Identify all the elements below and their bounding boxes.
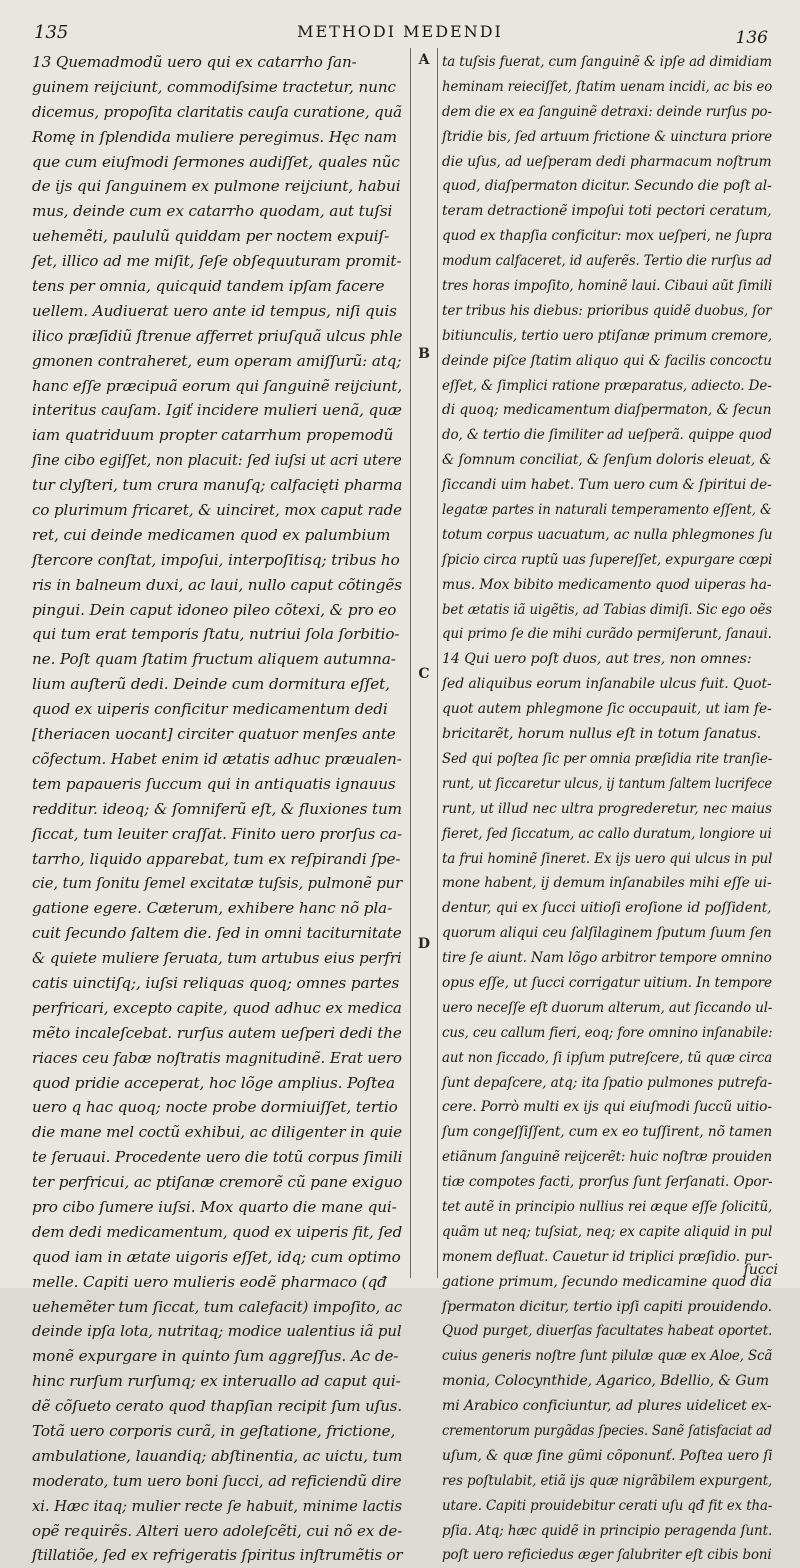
- text-line: interitus cauſam. Igiť incidere mulieri uenã, quæ: [32, 401, 402, 420]
- text-line: pingui. Dein caput idoneo pileo cõtexi, & pro eo: [32, 600, 397, 619]
- text-line: quod pridie acceperat, hoc lõge amplius. Poſtea: [32, 1073, 396, 1092]
- text-line: & ſomnum conciliat, & ſenſum doloris eleuat, &: [442, 452, 772, 469]
- text-line: totum corpus uacuatum, ac nulla phlegmones ſu: [442, 526, 773, 543]
- text-line: te ſeruaui. Procedente uero die totũ corpus ſimili: [32, 1148, 403, 1167]
- text-line: gmonen contraheret, eum operam amiſſurũ: atq;: [32, 351, 402, 370]
- text-line: uehemẽti, paululũ quiddam per noctem expuiſ-: [32, 227, 390, 246]
- text-line: ret, cui deinde medicamen quod ex palumbium: [32, 525, 391, 544]
- text-line: pro cibo ſumere iuſsi. Mox quarto die mane qui-: [32, 1197, 397, 1216]
- text-line: uero neceſſe eſt duorum alterum, aut ſiccando ul-: [442, 999, 773, 1016]
- text-line: ilico præſidiũ ſtrenue afferret priuſquã ulcus phle: [32, 326, 403, 345]
- margin-mark-d: D: [417, 936, 431, 952]
- text-line: legatæ partes in naturali temperamento eſſent, &: [442, 502, 772, 519]
- text-line: monẽ expurgare in quinto ſum aggreſſus. Ac de-: [32, 1347, 399, 1366]
- text-line: quod ex uiperis conficitur medicamentum dedi: [32, 700, 388, 719]
- text-line: tens per omnia, quicquid tandem ipſam facere: [32, 277, 385, 296]
- text-line: tres horas impoſito, hominẽ laui. Cibaui aũt ſimili: [442, 278, 773, 295]
- text-line: mi Arabico conficiuntur, ad plures uidelicet ex-: [442, 1398, 772, 1415]
- right-column-text: [442, 50, 772, 1568]
- text-line: Quod purget, diuerſas facultates habeat oportet.: [442, 1323, 773, 1340]
- text-line: die mane mel coctũ exhibui, ac diligenter in quie: [32, 1123, 403, 1142]
- text-line: ſpicio circa ruptũ uas ſupereſſet, expurgare cœpi: [442, 551, 773, 568]
- text-line: guinem reijciunt, commodiſsime tractetur, nunc: [32, 77, 396, 96]
- text-line: uellem. Audiuerat uero ante id tempus, niſi quis: [32, 301, 397, 320]
- text-line: uehemẽter tum ſiccat, tum calefacit) impoſito, ac: [32, 1297, 403, 1316]
- text-line: ſine cibo egiſſet, non placuit: ſed iuſsi ut acri utere: [32, 451, 402, 470]
- text-line: eſſet, & ſimplici ratione præparatus, adiecto. De-: [442, 377, 772, 394]
- text-line: quãm ut neq; tuſsiat, neq; ex capite aliquid in pul: [442, 1223, 773, 1240]
- text-line: riaces ceu fabæ noſtratis magnitudinẽ. Erat uero: [32, 1048, 402, 1067]
- page-header: [0, 14, 800, 48]
- text-line: cuius generis noſtre ſunt pilulæ quæ ex Aloe, Scã: [442, 1348, 773, 1365]
- text-line: runt, ut ſiccaretur ulcus, ij tantum ſaltem lucrifece: [442, 775, 773, 792]
- text-line: & quiete muliere ſeruata, tum artubus eius perfri: [32, 949, 402, 968]
- text-line: ter tribus his diebus: prioribus quidẽ duobus, ſor: [442, 302, 772, 319]
- text-line: tiæ compotes facti, prorſus ſunt ſerſanati. Opor-: [442, 1174, 773, 1191]
- text-line: moderato, tum uero boni ſucci, ad reficiendũ dire: [32, 1471, 402, 1490]
- center-gutter: [410, 48, 438, 1278]
- text-line: ne. Poſt quam ſtatim fructum aliquem autumna-: [32, 650, 396, 669]
- text-line: Romę in ſplendida muliere peregimus. Hęc nam: [32, 127, 397, 146]
- text-line: ſtillatiõe, ſed ex refrigeratis ſpiritus inſtrumẽtis or: [32, 1546, 403, 1565]
- text-line: di quoq; medicamentum diaſpermaton, & ſecun: [442, 402, 772, 419]
- text-line: dem dedi medicamentum, quod ex uiperis fit, ſed: [32, 1222, 403, 1241]
- text-line: uſum, & quæ ſine gũmi cõponunť. Poſtea uero ſi: [442, 1447, 773, 1464]
- text-line: mus, deinde cum ex catarrho quodam, aut tuſsi: [32, 202, 393, 221]
- page-number-left: 135: [34, 22, 69, 43]
- text-line: tarrho, liquido apparebat, tum ex reſpirandi ſpe-: [32, 849, 401, 868]
- text-line: cie, tum ſonitu ſemel excitatæ tuſsis, pulmonẽ pur: [32, 874, 403, 893]
- text-line: cuit ſecundo ſaltem die. ſed in omni taciturnitate: [32, 924, 402, 943]
- text-line: fieret, ſed ſiccatum, ac callo duratum, longiore ui: [442, 825, 772, 842]
- text-line: hinc rurſum rurſumq; ex interuallo ad caput qui-: [32, 1372, 401, 1391]
- text-line: monia, Colocynthide, Agarico, Bdellio, & Gum: [442, 1373, 769, 1390]
- text-line: pſia. Atq; hæc quidẽ in principio peragenda ſunt.: [442, 1522, 773, 1539]
- text-line: perfricari, excepto capite, quod adhuc ex medica: [32, 998, 402, 1017]
- text-line: monem defluat. Cauetur id triplici præſidio. pur-: [442, 1248, 773, 1265]
- text-line: xi. Hæc itaq; mulier recte ſe habuit, minime lactis: [32, 1496, 402, 1515]
- margin-mark-c: C: [418, 666, 430, 682]
- text-line: deinde piſce ſtatim aliquo qui & facilis concoctu: [442, 352, 772, 369]
- running-title: METHODI MEDENDI: [297, 22, 503, 41]
- text-line: de ijs qui ſanguinem ex pulmone reijciunt, habui: [32, 177, 401, 196]
- text-line: opus eſſe, ut ſucci corrigatur uitium. In tempore: [442, 974, 773, 991]
- text-line: qui primo ſe die mihi curãdo permiſerunt, ſanaui.: [442, 626, 772, 643]
- text-line: quod iam in ætate uigoris eſſet, idq; cum optimo: [32, 1247, 401, 1266]
- text-line: ſet, illico ad me miſit, ſeſe obſequuturam promit-: [32, 252, 402, 271]
- text-line: ſtridie bis, ſed artuum frictione & uinctura priore: [442, 128, 773, 145]
- text-line: Sed qui poſtea ſic per omnia præſidia rite tranſie-: [442, 750, 773, 767]
- text-line: ſpermaton dicitur, tertio ipſi capiti prouidendo.: [442, 1298, 773, 1315]
- text-line: die uſus, ad ueſperam dedi pharmacum noſtrum: [442, 153, 772, 170]
- text-line: utare. Capiti prouidebitur cerati uſu qđ fit ex tha-: [442, 1497, 773, 1514]
- text-line: quorum aliqui ceu ſalſilaginem ſputum ſuum ſen: [442, 925, 772, 942]
- text-line: modum calfaceret, id auferẽs. Tertio die rurſus ad: [442, 253, 772, 270]
- text-line: co plurimum fricaret, & uinciret, mox caput rade: [32, 501, 402, 520]
- text-line: res poſtulabit, etiã ijs quæ nigrãbilem expurgent,: [442, 1472, 773, 1489]
- text-line: tem papaueris ſuccum qui in antiquatis ignauus: [32, 774, 396, 793]
- text-line: dem die ex ea ſanguinẽ detraxi: deinde rurſus po-: [442, 103, 772, 120]
- text-line: tur clyſteri, tum crura manuſq; calfacięti pharma: [32, 476, 403, 495]
- text-line: crementorum purgãdas ſpecies. Sanẽ ſatisfaciat ad: [442, 1422, 772, 1439]
- text-line: ſunt depaſcere, atq; ita ſpatio pulmones putrefa-: [442, 1074, 773, 1091]
- text-line: do, & tertio die ſimiliter ad ueſperã. quippe quod: [442, 427, 772, 444]
- text-line: iam quatriduum propter catarrhum propemodũ: [32, 426, 394, 445]
- left-column-text: [32, 50, 402, 1568]
- text-line: ris in balneum duxi, ac laui, nullo caput cõtingẽs: [32, 575, 402, 594]
- text-line: Totã uero corporis curã, in geſtatione, frictione,: [32, 1421, 396, 1440]
- text-line: ta frui hominẽ ſineret. Ex ijs uero qui ulcus in pul: [442, 850, 773, 867]
- text-line: opẽ requirẽs. Alteri uero adoleſcẽti, cui nõ ex de-: [32, 1521, 403, 1540]
- text-line: uero q hac quoq; nocte probe dormiuiſſet, tertio: [32, 1098, 398, 1117]
- text-line: teram detractionẽ impoſui toti pectori ceratum,: [442, 203, 772, 220]
- text-line: ſiccandi uim habet. Tum uero cum & ſpiritui de-: [442, 477, 772, 494]
- text-line: gatione primum, ſecundo medicamine quod dia: [442, 1273, 772, 1290]
- text-line: bricitarẽt, horum nullus eſt in totum ſanatus.: [442, 726, 762, 743]
- text-line: etiãnum ſanguinẽ reijcerẽt: huic noſtræ prouiden: [442, 1149, 773, 1166]
- text-line: lium auſterũ dedi. Deinde cum dormitura eſſet,: [32, 675, 390, 694]
- text-line: mus. Mox bibito medicamento quod uiperas ha-: [442, 576, 772, 593]
- text-line: quod ex thapſia conficitur: mox ueſperi, ne ſupra: [442, 228, 773, 245]
- text-line: quot autem phlegmone ſic occupauit, ut iam fe-: [442, 701, 772, 718]
- text-line: dentur, qui ex ſucci uitioſi eroſione id poſſident,: [442, 900, 772, 917]
- text-line: deinde ipſa lota, nutritaq; modice ualentius iã pul: [32, 1322, 402, 1341]
- text-line: melle. Capiti uero mulieris eodẽ pharmaco (qđ: [32, 1272, 387, 1291]
- text-line: tire ſe aiunt. Nam lõgo arbitror tempore omnino: [442, 950, 772, 967]
- text-line: heminam reieciſſet, ſtatim uenam incidi, ac bis eo: [442, 78, 773, 95]
- catchword: ſucci: [743, 1262, 778, 1278]
- text-line: catis uinctiſq;, iuſsi reliquas quoq; omnes partes: [32, 973, 400, 992]
- text-line: ambulatione, lauandiq; abſtinentia, ac uictu, tum: [32, 1446, 403, 1465]
- text-line: runt, ut illud nec ultra progrederetur, nec maius: [442, 800, 772, 817]
- text-line: dẽ cõſueto cerato quod thapſian recipit ſum uſus.: [32, 1397, 403, 1416]
- text-line: ſiccat, tum leuiter craſſat. Finito uero prorſus ca-: [32, 824, 402, 843]
- text-line: ſum congeſſiſſent, cum ex eo tuſſirent, nõ tamen: [442, 1124, 773, 1141]
- text-line: ta tuſsis fuerat, cum ſanguinẽ & ipſe ad dimidiam: [442, 54, 772, 70]
- text-line: hanc eſſe præcipuã eorum qui ſanguinẽ reijciunt,: [32, 376, 403, 395]
- text-line: ſtercore conſtat, impoſui, interpoſitisq; tribus ho: [32, 550, 400, 569]
- page-number-right: 136: [735, 28, 768, 48]
- text-line: redditur. ideoq; & ſomniferũ eſt, & fluxiones tum: [32, 799, 402, 818]
- text-line: qui tum erat temporis ſtatu, nutriui ſola ſorbitio-: [32, 625, 400, 644]
- margin-mark-a: A: [418, 52, 430, 68]
- text-line: aut non ſiccado, ſi ipſum putreſcere, tũ quæ circa: [442, 1049, 773, 1066]
- text-line: bitiunculis, tertio uero ptiſanæ primum cremore,: [442, 327, 773, 344]
- text-line: poſt uero reficiedus æger ſalubriter eſt cibis boni: [442, 1547, 772, 1564]
- text-line: ſed aliquibus eorum inſanabile ulcus fuit. Quot-: [442, 676, 772, 693]
- text-line: 14 Qui uero poſt duos, aut tres, non omnes:: [442, 651, 752, 668]
- text-line: cõfectum. Habet enim id ætatis adhuc præualen-: [32, 749, 402, 768]
- text-line: cere. Porrò multi ex ijs qui eiuſmodi ſuccũ uitio-: [442, 1099, 772, 1116]
- text-line: 13 Quemadmodũ uero qui ex catarrho ſan-: [32, 53, 357, 71]
- text-line: gatione egere. Cæterum, exhibere hanc nõ pla-: [32, 899, 393, 918]
- text-line: que cum eiuſmodi ſermones audiſſet, quales nũc: [32, 152, 400, 171]
- text-line: quod, diaſpermaton dicitur. Secundo die poſt al-: [442, 178, 772, 195]
- text-line: mẽto incaleſcebat. rurſus autem ueſperi dedi the: [32, 1023, 402, 1042]
- text-line: dicemus, propoſita claritatis cauſa curatione, quã: [32, 102, 402, 121]
- margin-mark-b: B: [418, 346, 430, 362]
- text-line: [theriacen uocant] circiter quatuor menſes ante: [32, 725, 396, 744]
- text-line: cus, ceu callum fieri, eoq; fore omnino inſanabile:: [442, 1024, 773, 1041]
- text-line: tet autẽ in principio nullius rei æque eſſe ſolicitũ,: [442, 1198, 773, 1215]
- text-line: mone habent, ij demum inſanabiles mihi eſſe ui-: [442, 875, 772, 892]
- text-line: ter perfricui, ac ptiſanæ cremorẽ cũ pane exiguo: [32, 1173, 403, 1192]
- text-line: bet ætatis iã uigẽtis, ad Tabias dimiſi. Sic ego oẽs: [442, 601, 773, 618]
